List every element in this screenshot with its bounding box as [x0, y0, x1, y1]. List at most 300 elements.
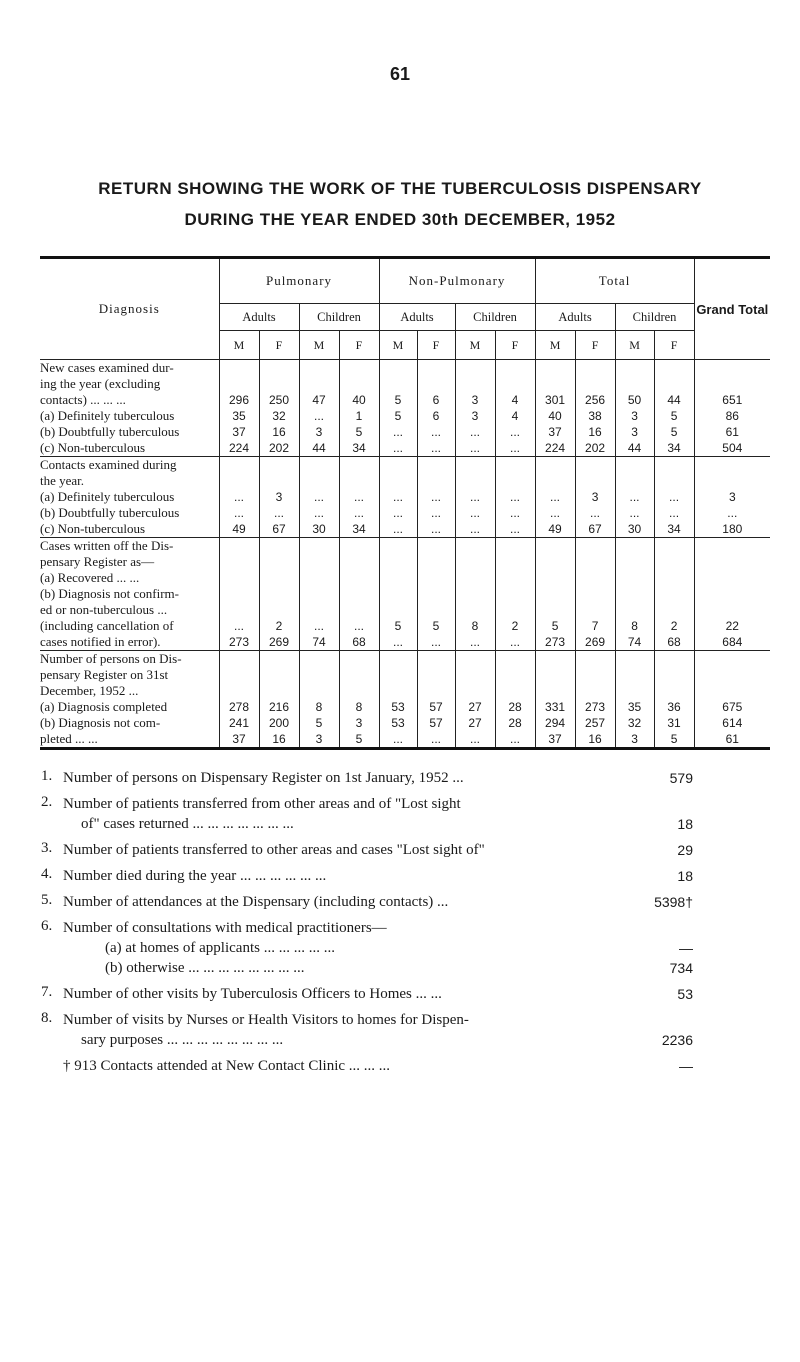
cell-value: 8 [355, 700, 363, 714]
table-body [40, 360, 770, 749]
note-value: 2236 [661, 1032, 693, 1048]
cell-value: 5 [670, 409, 678, 423]
value-cell [219, 457, 259, 538]
grand-total-cell [694, 538, 770, 651]
note-number: 7. [41, 984, 53, 1000]
cell-value: ... [469, 506, 480, 520]
diagnosis-label: (c) Non-tuberculous [40, 440, 146, 455]
cell-value: ... [313, 409, 324, 423]
cell-value: 241 [228, 716, 250, 730]
note-sub-value: 734 [669, 960, 693, 976]
note-number: 1. [41, 768, 53, 784]
note-number: 2. [41, 794, 53, 810]
cell-value: ... [392, 635, 403, 649]
cell-value: ... [392, 732, 403, 746]
diagnosis-label: Contacts examined during [40, 457, 177, 472]
cell-value: 3 [591, 490, 599, 504]
cell-value: 273 [585, 700, 606, 714]
value-cell [417, 538, 455, 651]
notes-list [41, 768, 693, 1082]
diagnosis-label: contacts) ... ... ... [40, 392, 126, 407]
cell-value: ... [550, 506, 561, 520]
cell-value: ... [469, 732, 480, 746]
cell-value: 44 [667, 393, 681, 407]
value-cell [575, 360, 615, 457]
cell-value: ... [392, 490, 403, 504]
cell-value: 86 [725, 409, 739, 423]
value-cell [575, 457, 615, 538]
cell-value: ... [669, 506, 680, 520]
diagnosis-label: Number of persons on Dis- [40, 651, 182, 666]
cell-value: ... [430, 635, 441, 649]
cell-value: 202 [585, 441, 606, 455]
value-cell [379, 651, 417, 749]
note-number: 5. [41, 892, 53, 908]
cell-value: ... [669, 490, 680, 504]
diagnosis-cell [40, 360, 219, 457]
note-text: Number of consultations with medical practitioners— [63, 920, 387, 936]
diagnosis-label: pensary Register on 31st [40, 667, 169, 682]
cell-value: 3 [728, 490, 736, 504]
cell-value: 651 [722, 393, 743, 407]
cell-value: ... [469, 490, 480, 504]
cell-value: 3 [355, 716, 363, 730]
cell-value: 3 [631, 409, 638, 423]
diagnosis-label: (a) Definitely tuberculous [40, 408, 175, 423]
cell-value: 7 [591, 619, 599, 633]
cell-value: 273 [545, 635, 566, 649]
cell-value: ... [392, 441, 403, 455]
cell-value: ... [392, 522, 403, 536]
diagnosis-label: (a) Definitely tuberculous [40, 489, 175, 504]
cell-value: ... [313, 619, 324, 633]
cell-value: 216 [268, 700, 290, 714]
cell-value: 5 [670, 732, 678, 746]
cell-value: 3 [471, 409, 479, 423]
cell-value: ... [430, 490, 441, 504]
value-cell [654, 538, 694, 651]
cell-value: 57 [429, 716, 443, 730]
note-text: Number of persons on Dispensary Register on 1st January, 1952 ... [63, 770, 464, 786]
cell-value: 614 [722, 716, 743, 730]
value-cell [455, 651, 495, 749]
cell-value: 37 [232, 425, 246, 439]
value-cell [654, 360, 694, 457]
cell-value: 5 [394, 409, 402, 423]
value-cell [615, 360, 654, 457]
note-item [41, 768, 693, 788]
cell-value: ... [510, 441, 521, 455]
cell-value: 50 [627, 393, 642, 407]
cell-value: ... [727, 506, 738, 520]
value-cell [339, 651, 379, 749]
diagnosis-label: the year. [40, 473, 85, 488]
value-cell [615, 538, 654, 651]
cell-value: 34 [352, 441, 366, 455]
total-header: Total [535, 258, 694, 304]
cell-value: ... [392, 425, 403, 439]
cell-value: 49 [548, 522, 562, 536]
note-value-spacer [623, 1010, 693, 1030]
cell-value: 16 [588, 732, 602, 746]
value-cell [654, 651, 694, 749]
sex-header-m: M [299, 331, 339, 360]
cell-value: 278 [228, 700, 250, 714]
note-item [63, 1056, 693, 1076]
cell-value: ... [273, 506, 284, 520]
pulmonary-children-header: Children [299, 304, 379, 331]
value-cell [535, 360, 575, 457]
cell-value: ... [313, 490, 324, 504]
value-cell [654, 457, 694, 538]
cell-value: ... [313, 506, 324, 520]
note-text: sary purposes ... ... ... ... ... ... ... ... [81, 1032, 284, 1048]
value-cell [219, 538, 259, 651]
cell-value: 28 [508, 700, 522, 714]
cell-value: 67 [272, 522, 286, 536]
cell-value: 44 [312, 441, 326, 455]
page-title: RETURN SHOWING THE WORK OF THE TUBERCULOSIS DISPENSARY [98, 179, 702, 198]
cell-value: 37 [548, 732, 562, 746]
cell-value: 30 [627, 522, 642, 536]
cell-value: ... [550, 490, 561, 504]
cell-value: 74 [627, 635, 642, 649]
note-sub-value: — [679, 940, 693, 956]
diagnosis-label: (c) Non-tuberculous [40, 521, 146, 536]
note-number: 6. [41, 918, 53, 934]
dispensary-return-table [40, 256, 770, 750]
cell-value: ... [430, 522, 441, 536]
cell-value: ... [430, 441, 441, 455]
value-cell [615, 457, 654, 538]
note-sub-text: (b) otherwise ... ... ... ... ... ... ... ... [105, 960, 305, 976]
cell-value: ... [233, 506, 244, 520]
cell-value: 3 [631, 732, 638, 746]
note-value: 29 [677, 842, 693, 858]
cell-value: 53 [391, 716, 405, 730]
cell-value: ... [510, 506, 521, 520]
page-number: 61 [389, 64, 411, 84]
cell-value: 53 [391, 700, 405, 714]
sex-header-m: M [455, 331, 495, 360]
cell-value: 44 [627, 441, 642, 455]
diagnosis-cell [40, 538, 219, 651]
value-cell [417, 457, 455, 538]
note-text: Number died during the year ... ... ... ... ... ... [63, 868, 327, 884]
cell-value: 34 [667, 441, 681, 455]
value-cell [339, 538, 379, 651]
cell-value: ... [353, 490, 364, 504]
cell-value: 5 [551, 619, 559, 633]
cell-value: ... [430, 425, 441, 439]
note-item [41, 892, 693, 912]
cell-value: ... [469, 441, 480, 455]
note-item [41, 1010, 693, 1050]
cell-value: 40 [352, 393, 366, 407]
note-item [41, 918, 693, 978]
diagnosis-label: (including cancellation of [40, 618, 174, 633]
cell-value: 675 [722, 700, 743, 714]
cell-value: 22 [725, 619, 739, 633]
cell-value: 68 [667, 635, 681, 649]
cell-value: 180 [722, 522, 743, 536]
cell-value: 294 [545, 716, 566, 730]
cell-value: 16 [588, 425, 602, 439]
cell-value: 61 [725, 732, 739, 746]
pulmonary-header: Pulmonary [219, 258, 379, 304]
cell-value: 49 [232, 522, 246, 536]
cell-value: 6 [432, 409, 440, 423]
value-cell [535, 651, 575, 749]
value-cell [299, 457, 339, 538]
value-cell [379, 457, 417, 538]
sex-header-f: F [495, 331, 535, 360]
cell-value: 40 [548, 409, 562, 423]
cell-value: 35 [232, 409, 246, 423]
cell-value: 269 [585, 635, 606, 649]
note-value: 579 [669, 770, 693, 786]
value-cell [259, 360, 299, 457]
cell-value: 273 [228, 635, 250, 649]
note-value: 18 [677, 868, 693, 884]
cell-value: 5 [394, 393, 402, 407]
cell-value: ... [353, 506, 364, 520]
cell-value: ... [233, 619, 244, 633]
value-cell [417, 360, 455, 457]
non-pulmonary-adults-header: Adults [379, 304, 455, 331]
value-cell [259, 651, 299, 749]
cell-value: 16 [272, 732, 286, 746]
value-cell [495, 538, 535, 651]
cell-value: 301 [545, 393, 566, 407]
diagnosis-label: Cases written off the Dis- [40, 538, 174, 553]
value-cell [455, 538, 495, 651]
value-cell [575, 538, 615, 651]
cell-value: ... [510, 732, 521, 746]
cell-value: 3 [315, 425, 323, 439]
cell-value: 5 [670, 425, 678, 439]
value-cell [455, 457, 495, 538]
diagnosis-label: pleted ... ... [40, 731, 98, 746]
cell-value: 30 [312, 522, 326, 536]
diagnosis-cell [40, 651, 219, 749]
cell-value: 32 [272, 409, 286, 423]
cell-value: 5 [315, 716, 323, 730]
cell-value: ... [233, 490, 244, 504]
note-value: 5398† [654, 894, 693, 910]
cell-value: 5 [355, 732, 363, 746]
grand-total-cell [694, 651, 770, 749]
value-cell [455, 360, 495, 457]
note-number: 4. [41, 866, 53, 882]
cell-value: 269 [268, 635, 290, 649]
cell-value: 256 [585, 393, 606, 407]
value-cell [259, 457, 299, 538]
value-cell [495, 457, 535, 538]
cell-value: ... [510, 490, 521, 504]
cell-value: 34 [352, 522, 366, 536]
value-cell [417, 651, 455, 749]
value-cell [299, 538, 339, 651]
cell-value: 684 [722, 635, 743, 649]
value-cell [219, 651, 259, 749]
grand-total-header: Grand Total [694, 258, 770, 360]
note-value [623, 918, 693, 938]
value-cell [379, 538, 417, 651]
note-item [41, 794, 693, 834]
value-cell [495, 360, 535, 457]
cell-value: 67 [588, 522, 602, 536]
diagnosis-label: (a) Diagnosis completed [40, 699, 168, 714]
note-item [41, 866, 693, 886]
sex-header-f: F [654, 331, 694, 360]
cell-value: ... [510, 425, 521, 439]
cell-value: 8 [471, 619, 479, 633]
cell-value: 2 [670, 619, 678, 633]
grand-total-cell [694, 360, 770, 457]
cell-value: 331 [545, 700, 566, 714]
value-cell [379, 360, 417, 457]
cell-value: 4 [511, 409, 519, 423]
cell-value: 8 [631, 619, 638, 633]
cell-value: ... [590, 506, 601, 520]
cell-value: ... [510, 635, 521, 649]
cell-value: 61 [725, 425, 739, 439]
cell-value: 3 [631, 425, 638, 439]
cell-value: 202 [268, 441, 290, 455]
diagnosis-label: cases notified in error). [40, 634, 161, 649]
cell-value: 27 [468, 700, 482, 714]
grand-total-cell [694, 457, 770, 538]
note-text: † 913 Contacts attended at New Contact Clinic ... ... ... [63, 1058, 391, 1074]
sex-header-m: M [219, 331, 259, 360]
cell-value: ... [510, 522, 521, 536]
cell-value: ... [469, 522, 480, 536]
cell-value: 5 [355, 425, 363, 439]
cell-value: 257 [585, 716, 606, 730]
note-text: Number of attendances at the Dispensary (including contacts) ... [63, 894, 449, 910]
note-text: Number of patients transferred from other areas and of "Lost sight [63, 796, 461, 812]
cell-value: 224 [228, 441, 250, 455]
cell-value: 34 [667, 522, 681, 536]
cell-value: 35 [627, 700, 642, 714]
section-row [40, 538, 770, 651]
cell-value: 200 [268, 716, 290, 730]
cell-value: 31 [667, 716, 681, 730]
cell-value: 36 [667, 700, 681, 714]
cell-value: ... [469, 635, 480, 649]
cell-value: 2 [511, 619, 519, 633]
value-cell [339, 360, 379, 457]
note-text: Number of visits by Nurses or Health Visitors to homes for Dispen- [63, 1012, 469, 1028]
value-cell [219, 360, 259, 457]
pulmonary-adults-header: Adults [219, 304, 299, 331]
sex-header-f: F [417, 331, 455, 360]
non-pulmonary-children-header: Children [455, 304, 535, 331]
cell-value: 5 [394, 619, 402, 633]
cell-value: 3 [275, 490, 283, 504]
value-cell [339, 457, 379, 538]
value-cell [535, 457, 575, 538]
cell-value: 32 [627, 716, 642, 730]
cell-value: 3 [471, 393, 479, 407]
cell-value: 57 [429, 700, 443, 714]
value-cell [299, 360, 339, 457]
cell-value: 38 [588, 409, 602, 423]
note-text: Number of other visits by Tuberculosis Officers to Homes ... ... [63, 986, 442, 1002]
total-children-header: Children [615, 304, 694, 331]
note-number: 8. [41, 1010, 53, 1026]
value-cell [495, 651, 535, 749]
note-text: of" cases returned ... ... ... ... ... ... ... [81, 816, 294, 832]
diagnosis-label: (b) Doubtfully tuberculous [40, 505, 180, 520]
sex-header-m: M [615, 331, 654, 360]
cell-value: 37 [232, 732, 246, 746]
cell-value: ... [629, 506, 640, 520]
note-text: Number of patients transferred to other areas and cases "Lost sight of" [63, 842, 485, 858]
value-cell [535, 538, 575, 651]
diagnosis-header: Diagnosis [40, 258, 219, 360]
cell-value: 8 [315, 700, 323, 714]
cell-value: 37 [548, 425, 562, 439]
diagnosis-label: (b) Diagnosis not confirm- [40, 586, 180, 601]
cell-value: 68 [352, 635, 366, 649]
section-row [40, 651, 770, 749]
cell-value: 296 [228, 393, 250, 407]
page-subtitle: DURING THE YEAR ENDED 30th DECEMBER, 1952 [184, 210, 616, 229]
note-value: 18 [677, 816, 693, 832]
diagnosis-label: ing the year (excluding [40, 376, 161, 391]
diagnosis-label: December, 1952 ... [40, 683, 139, 698]
cell-value: 4 [511, 393, 519, 407]
diagnosis-cell [40, 457, 219, 538]
cell-value: 6 [432, 393, 440, 407]
cell-value: 250 [268, 393, 290, 407]
section-row [40, 360, 770, 457]
diagnosis-label: New cases examined dur- [40, 360, 174, 375]
sex-header-m: M [535, 331, 575, 360]
sex-header-f: F [575, 331, 615, 360]
cell-value: 74 [312, 635, 326, 649]
note-value: 53 [677, 986, 693, 1002]
section-row [40, 457, 770, 538]
cell-value: ... [629, 490, 640, 504]
diagnosis-label: ed or non-tuberculous ... [40, 602, 168, 617]
diagnosis-label: (b) Doubtfully tuberculous [40, 424, 180, 439]
diagnosis-label: (b) Diagnosis not com- [40, 715, 161, 730]
cell-value: ... [430, 506, 441, 520]
cell-value: 1 [355, 409, 363, 423]
note-item [41, 984, 693, 1004]
cell-value: ... [430, 732, 441, 746]
cell-value: ... [469, 425, 480, 439]
note-value-spacer [623, 794, 693, 814]
note-value: — [679, 1058, 693, 1074]
diagnosis-label: (a) Recovered ... ... [40, 570, 140, 585]
cell-value: 16 [272, 425, 286, 439]
cell-value: 5 [432, 619, 440, 633]
cell-value: 27 [468, 716, 482, 730]
value-cell [615, 651, 654, 749]
value-cell [299, 651, 339, 749]
note-sub-text: (a) at homes of applicants ... ... ... ... ... [105, 940, 335, 956]
cell-value: ... [353, 619, 364, 633]
cell-value: 3 [315, 732, 323, 746]
cell-value: 28 [508, 716, 522, 730]
cell-value: 224 [545, 441, 566, 455]
sex-header-f: F [339, 331, 379, 360]
dispensary-return-table-wrap [40, 256, 770, 750]
